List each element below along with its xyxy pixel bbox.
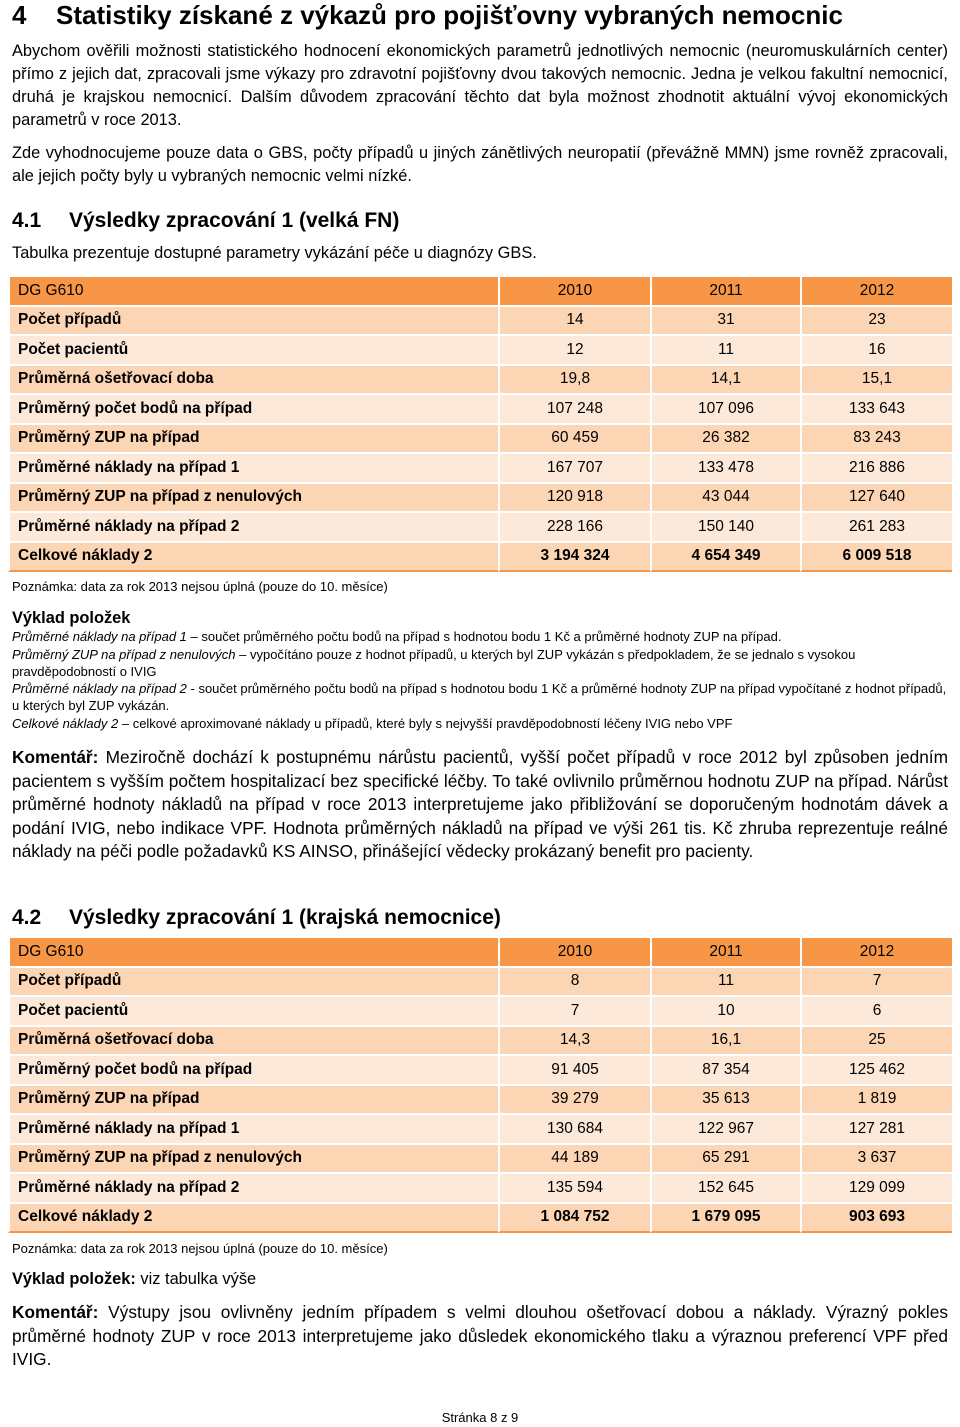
value-cell: 133 478 — [650, 452, 800, 482]
table-row — [8, 1202, 952, 1234]
table-row — [8, 423, 952, 453]
explain-term: Průměrné náklady na případ 1 — [12, 629, 187, 644]
value-cell: 127 640 — [800, 482, 952, 512]
table-note-1: Poznámka: data za rok 2013 nejsou úplná (pouze do 10. měsíce) — [12, 579, 388, 594]
comment-2 — [12, 1301, 948, 1372]
value-cell: 4 654 349 — [650, 541, 800, 573]
table-header-cell: DG G610 — [8, 275, 498, 305]
value-cell: 3 194 324 — [498, 541, 650, 573]
value-cell: 60 459 — [498, 423, 650, 453]
table-row — [8, 995, 952, 1025]
value-cell: 228 166 — [498, 511, 650, 541]
explain-title-1: Výklad položek — [12, 609, 131, 627]
value-cell: 83 243 — [800, 423, 952, 453]
value-cell: 14,3 — [498, 1025, 650, 1055]
table-row — [8, 1113, 952, 1143]
table-row — [8, 966, 952, 996]
value-cell: 16,1 — [650, 1025, 800, 1055]
section-heading — [12, 0, 843, 30]
table-row — [8, 305, 952, 335]
explain-definition: – součet průměrného počtu bodů na případ s hodnotou bodu 1 Kč a průměrné hodnoty ZUP na případ. — [186, 629, 782, 644]
explain-item — [12, 680, 948, 714]
subsection-title: Výsledky zpracování 1 (krajská nemocnice) — [69, 906, 501, 929]
value-cell: 1 819 — [800, 1084, 952, 1114]
row-label-cell: Průměrný ZUP na případ — [8, 1084, 498, 1114]
table-row — [8, 1054, 952, 1084]
table-lead: Tabulka prezentuje dostupné parametry vykázání péče u diagnózy GBS. — [12, 244, 537, 262]
explain-label: Výklad položek: — [12, 1270, 136, 1288]
value-cell: 6 — [800, 995, 952, 1025]
table-row — [8, 452, 952, 482]
value-cell: 903 693 — [800, 1202, 952, 1234]
row-label-cell: Počet případů — [8, 966, 498, 996]
comment-label: Komentář: — [12, 1302, 99, 1322]
value-cell: 122 967 — [650, 1113, 800, 1143]
value-cell: 65 291 — [650, 1143, 800, 1173]
value-cell: 10 — [650, 995, 800, 1025]
subsection-heading-1 — [12, 208, 399, 234]
table-header-cell: 2011 — [650, 936, 800, 966]
row-label-cell: Průměrná ošetřovací doba — [8, 1025, 498, 1055]
row-label-cell: Průměrný ZUP na případ — [8, 423, 498, 453]
value-cell: 261 283 — [800, 511, 952, 541]
table-row — [8, 1172, 952, 1202]
intro-paragraph-2: Zde vyhodnocujeme pouze data o GBS, počty případů u jiných zánětlivých neuropatií (převážně MMN) jsme rovněž zpracovali, ale jejich počty byly u vybraných nemocnic velmi nízké. — [12, 144, 948, 185]
value-cell: 15,1 — [800, 364, 952, 394]
table-row — [8, 541, 952, 573]
explain-term: Průměrné náklady na případ 2 — [12, 681, 187, 696]
value-cell: 107 248 — [498, 393, 650, 423]
table-header-cell: 2010 — [498, 936, 650, 966]
value-cell: 39 279 — [498, 1084, 650, 1114]
row-label-cell: Celkové náklady 2 — [8, 541, 498, 573]
value-cell: 129 099 — [800, 1172, 952, 1202]
value-cell: 7 — [800, 966, 952, 996]
comment-text: Výstupy jsou ovlivněny jedním případem s velmi dlouhou ošetřovací dobou a náklady. Výrazný pokles průměrné hodnoty ZUP v roce 2013 interpretujeme jako důsledek ekonomického tlaku a výraznou preferencí VPF před IVIG. — [12, 1302, 948, 1369]
value-cell: 12 — [498, 334, 650, 364]
value-cell: 16 — [800, 334, 952, 364]
table-row — [8, 364, 952, 394]
comment-text: Meziročně dochází k postupnému nárůstu pacientů, vyšší počet případů v roce 2012 byl způsoben jedním pacientem s vyšším počtem hospitalizací bez specifické léčby. To také ovlivnilo průměrnou hodnotu ZUP na případ. Nárůst průměrné hodnoty nákladů na případ v roce 2013 interpretujeme jako přibližování se doporučeným hodnotám dávek a podání IVIG, nebo indikace VPF. Hodnota průměrných nákladů na případ ve výši 261 tis. Kč zhruba reprezentuje reálné náklady na péči podle požadavků KS AINSO, přinášející vědecky prokázaný benefit pro pacienty. — [12, 747, 948, 861]
row-label-cell: Průměrné náklady na případ 1 — [8, 452, 498, 482]
explain-text: viz tabulka výše — [135, 1270, 257, 1288]
value-cell: 127 281 — [800, 1113, 952, 1143]
value-cell: 6 009 518 — [800, 541, 952, 573]
value-cell: 14 — [498, 305, 650, 335]
value-cell: 152 645 — [650, 1172, 800, 1202]
value-cell: 107 096 — [650, 393, 800, 423]
value-cell: 8 — [498, 966, 650, 996]
data-table-regional — [8, 936, 952, 1233]
row-label-cell: Průměrný počet bodů na případ — [8, 1054, 498, 1084]
value-cell: 120 918 — [498, 482, 650, 512]
explain-item — [12, 628, 948, 645]
table-note-2: Poznámka: data za rok 2013 nejsou úplná (pouze do 10. měsíce) — [12, 1241, 388, 1256]
explain-title-2 — [12, 1268, 256, 1290]
value-cell: 26 382 — [650, 423, 800, 453]
value-cell: 44 189 — [498, 1143, 650, 1173]
table-row — [8, 1025, 952, 1055]
row-label-cell: Průměrné náklady na případ 2 — [8, 1172, 498, 1202]
value-cell: 135 594 — [498, 1172, 650, 1202]
row-label-cell: Průměrný ZUP na případ z nenulových — [8, 482, 498, 512]
explain-definition: - součet průměrného počtu bodů na případ s hodnotou bodu 1 Kč a průměrné hodnoty ZUP na případ vypočítané z hodnot případů, u kterých byl ZUP vykázán. — [12, 681, 947, 713]
table-row — [8, 393, 952, 423]
row-label-cell: Celkové náklady 2 — [8, 1202, 498, 1234]
table-header-cell: 2012 — [800, 936, 952, 966]
value-cell: 11 — [650, 966, 800, 996]
value-cell: 150 140 — [650, 511, 800, 541]
value-cell: 216 886 — [800, 452, 952, 482]
subsection-number: 4.2 — [12, 906, 42, 929]
value-cell: 25 — [800, 1025, 952, 1055]
subsection-heading-2 — [12, 905, 501, 931]
table-row — [8, 1143, 952, 1173]
row-label-cell: Průměrná ošetřovací doba — [8, 364, 498, 394]
intro-paragraph-1: Abychom ověřili možnosti statistického hodnocení ekonomických parametrů jednotlivých nemocnic (neuromuskulárních center) přímo z jejich dat, zpracovali jsme výkazy pro zdravotní pojišťovny dvou takových nemocnic. Jedna je velkou fakultní nemocnicí, druhá je krajskou nemocnicí. Dalším důvodem zpracování těchto dat byla možnost zhodnotit aktuální vývoj ekonomických parametrů v roce 2013. — [12, 42, 948, 129]
value-cell: 1 084 752 — [498, 1202, 650, 1234]
table-row — [8, 482, 952, 512]
table-header-row — [8, 275, 952, 305]
row-label-cell: Počet případů — [8, 305, 498, 335]
value-cell: 11 — [650, 334, 800, 364]
explain-term: Celkové náklady 2 — [12, 716, 119, 731]
table-row — [8, 334, 952, 364]
value-cell: 125 462 — [800, 1054, 952, 1084]
row-label-cell: Průměrné náklady na případ 1 — [8, 1113, 498, 1143]
value-cell: 43 044 — [650, 482, 800, 512]
value-cell: 35 613 — [650, 1084, 800, 1114]
value-cell: 1 679 095 — [650, 1202, 800, 1234]
value-cell: 130 684 — [498, 1113, 650, 1143]
value-cell: 23 — [800, 305, 952, 335]
value-cell: 3 637 — [800, 1143, 952, 1173]
section-title: Statistiky získané z výkazů pro pojišťovny vybraných nemocnic — [56, 0, 843, 30]
value-cell: 167 707 — [498, 452, 650, 482]
row-label-cell: Průměrný počet bodů na případ — [8, 393, 498, 423]
comment-1 — [12, 746, 948, 864]
value-cell: 14,1 — [650, 364, 800, 394]
table-header-cell: 2010 — [498, 275, 650, 305]
row-label-cell: Průměrný ZUP na případ z nenulových — [8, 1143, 498, 1173]
value-cell: 133 643 — [800, 393, 952, 423]
table-header-row — [8, 936, 952, 966]
value-cell: 7 — [498, 995, 650, 1025]
explain-definition: – vypočítáno pouze z hodnot případů, u kterých byl ZUP vykázán s předpokladem, že se jednalo s vysokou pravděpodobností o IVIG — [12, 647, 856, 679]
table-row — [8, 511, 952, 541]
comment-label: Komentář: — [12, 747, 99, 767]
row-label-cell: Počet pacientů — [8, 995, 498, 1025]
subsection-title: Výsledky zpracování 1 (velká FN) — [69, 209, 400, 232]
table-header-cell: 2011 — [650, 275, 800, 305]
subsection-number: 4.1 — [12, 209, 42, 232]
explain-definition: – celkové aproximované náklady u případů, které byly s nejvyšší pravděpodobností léčeny IVIG nebo VPF — [118, 716, 733, 731]
explain-term: Průměrný ZUP na případ z nenulových — [12, 647, 236, 662]
explain-item — [12, 646, 948, 680]
table-header-cell: 2012 — [800, 275, 952, 305]
table-row — [8, 1084, 952, 1114]
page-footer: Stránka 8 z 9 — [441, 1410, 519, 1425]
table-header-cell: DG G610 — [8, 936, 498, 966]
value-cell: 91 405 — [498, 1054, 650, 1084]
value-cell: 87 354 — [650, 1054, 800, 1084]
data-table-large-fn — [8, 275, 952, 572]
row-label-cell: Počet pacientů — [8, 334, 498, 364]
value-cell: 31 — [650, 305, 800, 335]
explain-item — [12, 715, 948, 732]
value-cell: 19,8 — [498, 364, 650, 394]
row-label-cell: Průměrné náklady na případ 2 — [8, 511, 498, 541]
section-number: 4 — [12, 0, 27, 30]
